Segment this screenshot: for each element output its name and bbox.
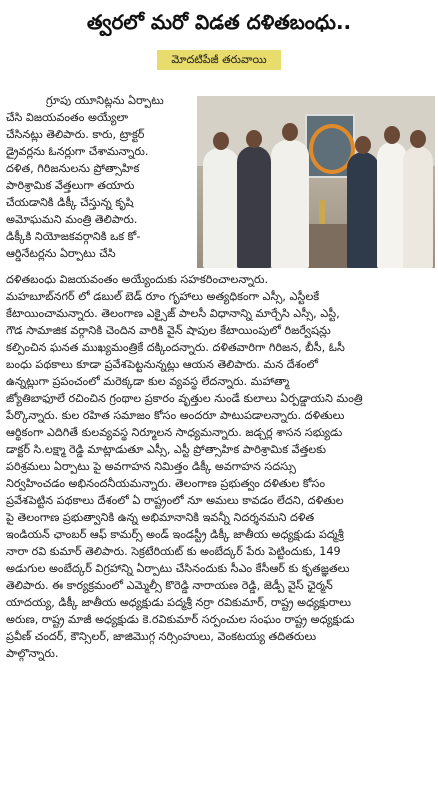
article-text-line: మహబూబ్‌నగర్ లో డబుల్ బెడ్ రూం గృహాలు అత్యధికంగా ఎస్సీ, ఎస్టీలకే — [6, 290, 320, 303]
person-figure — [347, 152, 379, 268]
article-text-line: అడుగుల అంబేద్కర్ విగ్రహాన్ని ఏర్పాటు చేసినందుకు సీఎం కేసీఆర్ కు కృతజ్ఞతలు — [6, 562, 350, 575]
person-figure — [203, 148, 239, 268]
article-text-line: డ్రైవర్లను ఓనర్లుగా చేశామన్నారు. — [6, 145, 149, 158]
person-figure — [271, 140, 309, 268]
article-text-line: నారా రవి కుమార్ తెలిపారు. సెక్రటేరియట్ కు అంబేద్కర్ పేరు పెట్టిందుకు, 149 — [6, 545, 341, 558]
article-text-line: చేసి విజయవంతం అయ్యేలా — [6, 111, 129, 124]
article-text-line: ఉన్నట్లుగా ప్రపంచంలో మరెక్కడా కుల వ్యవస్థ లేదన్నారు. మహాత్మా — [6, 375, 290, 388]
continued-from-label: మోదటిపేజీ తరువాయి — [157, 50, 281, 70]
article-text-line: దళిత, గిరిజనులను ప్రోత్సాహిక — [6, 162, 140, 175]
article-text-line: పాల్గొన్నారు. — [6, 647, 59, 660]
person-head — [355, 136, 371, 154]
article-text-line: పరిశ్రమలు ఏర్పాటు పై అవగాహన నిమిత్తం డిక్కీ అవగాహన సదస్సు — [6, 460, 296, 473]
article-text-line: డిక్కీకి నియోజకవర్గానికి ఒక కో- — [6, 230, 141, 243]
article-text-line: పేర్కొన్నారు. కుల రహిత సమాజం కోసం అందరూ పాటుపడాలన్నారు. దళితులు — [6, 409, 345, 422]
person-figure — [403, 146, 433, 268]
person-head — [246, 130, 262, 148]
article-text-line: ఇండియన్ ఛాంబర్ ఆఫ్ కామర్స్ అండ్ ఇండస్ట్రీ డిక్కీ జాతీయ అధ్యక్షుడు పద్మశ్రీ — [6, 528, 344, 541]
article-text-line: చేయడానికి డిక్కీ చేస్తున్న కృషి — [6, 196, 134, 209]
article-body-left-column — [6, 92, 194, 262]
article-body-full-width — [6, 271, 432, 662]
person-head — [384, 126, 400, 144]
article-text-line: డాక్టర్ సి.లక్ష్మా రెడ్డి మాట్లాడుతూ ఎస్సీ, ఎస్టీ ప్రోత్సాహిక పారిశ్రామిక వేత్తలకు — [6, 443, 326, 456]
article-text-line: దళితబంధు విజయవంతం అయ్యేందుకు సహకరించాలన్నారు. — [6, 273, 269, 286]
article-text-line: బంధు పథకాలు కూడా ప్రవేశపెట్టనున్నట్లు ఆయన తెలిపారు. మన దేశంలో — [6, 358, 319, 371]
article-text-line: ప్రవేశపెట్టిన పథకాలు దేశంలో ఏ రాష్ట్రంలో నూ అమలు కావడం లేదని, దళితుల — [6, 494, 344, 507]
article-text-line: కేటాయించామన్నారు. తెలంగాణ ఎక్సైజ్ పాలసీ విధానాన్ని మార్చేసి ఎస్సీ, ఎస్టీ, — [6, 307, 340, 320]
article-text-line: యాదయ్య, డిక్కీ జాతీయ అధ్యక్షుడు పద్మశ్రీ నర్రా రవికుమార్, రాష్ట్ర అధ్యక్షురాలు — [6, 596, 352, 609]
person-head — [282, 123, 298, 141]
article-text-line: అరుణ, రాష్ట్ర మాజీ అధ్యక్షుడు కె.రవికుమార్ సర్పంచుల సంఘం రాష్ట్ర అధ్యక్షుడు — [6, 613, 355, 626]
article-text-line: కల్పించిన ఘనత ముఖ్యమంత్రికే దక్కిందన్నారు. దళితవారిగా గిరిజన, బీసీ, ఓసీ — [6, 341, 345, 354]
person-head — [410, 130, 426, 148]
article-text-line: గౌడ సామాజిక వర్గానికి చెందిన వారికి వైన్ షాపుల కేటాయింపులో రిజర్వేషన్లు — [6, 324, 331, 337]
article-text-line: ఆర్థికంగా ఎదిగితే కులవ్యవస్థ నిర్మూలన సాధ్యమన్నారు. జడ్చర్ల శాసన సభ్యుడు — [6, 426, 343, 439]
person-figure — [237, 146, 271, 268]
news-photo-icon — [197, 96, 435, 268]
article-text-line: గ్రూపు యూనిట్లను ఏర్పాటు — [46, 94, 164, 107]
article-text-line: పారిశ్రామిక వేత్తలుగా తయారు — [6, 179, 135, 192]
article-text-line: తెలిపారు. ఈ కార్యక్రమంలో ఎమ్మెల్సీ కొరెడ్డి నారాయణ రెడ్డి, జెడ్పీ వైస్ ఛైర్మన్ — [6, 579, 333, 592]
article-text-line: చేసినట్లు తెలిపారు. కారు, ట్రాక్టర్ — [6, 128, 145, 141]
lamp-shape — [319, 200, 325, 226]
article-text-line: జ్యోతిబాఫూలే రచించిన గ్రంథాల ప్రకారం వృత్తుల నుండే కులాలు ఏర్పడ్డాయని మంత్రి — [6, 392, 363, 405]
article-text-line: నిర్వహించడం అభినందనీయమన్నారు. తెలంగాణ ప్రభుత్వం దళితుల కోసం — [6, 477, 326, 490]
article-text-line: పై తెలంగాణ ప్రభుత్వానికి ఉన్న అభిమానానికి ఇవన్నీ నిదర్శనమని దళిత — [6, 511, 315, 524]
article-headline: త్వరలో మరో విడత దళితబంధు.. — [86, 10, 352, 34]
article-text-line: ప్రవీణ్ చందర్, కౌన్సిలర్, జాజిమొగ్గ నర్సింహులు, వెంకటయ్య తదితరులు — [6, 630, 317, 643]
article-text-line: ఆర్డినేటర్లను ఏర్పాటు చేసి — [6, 247, 116, 260]
person-head — [213, 132, 229, 150]
article-text-line: అమోఘమని మంత్రి తెలిపారు. — [6, 213, 138, 226]
